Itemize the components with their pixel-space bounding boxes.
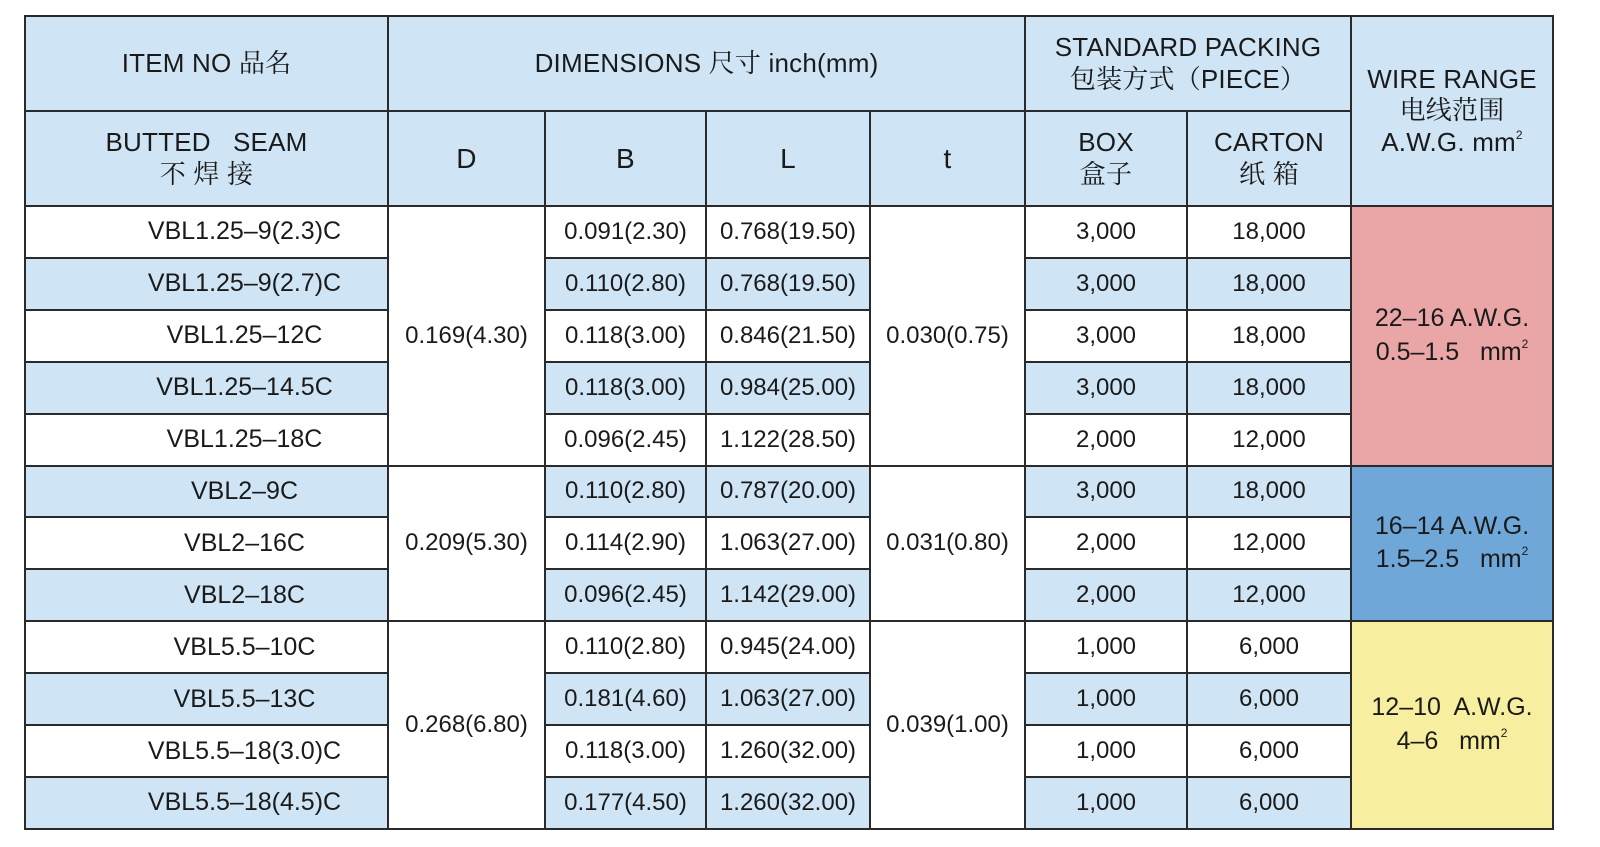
dim-l-cell: 1.142(29.00) — [706, 569, 870, 621]
item-no-cell: VBL1.25–12C — [25, 310, 388, 362]
dim-b-cell: 0.096(2.45) — [545, 569, 706, 621]
table-row — [25, 362, 1553, 414]
carton-qty-cell: 18,000 — [1187, 206, 1351, 258]
carton-qty-cell: 12,000 — [1187, 517, 1351, 569]
wire-range-cell: 16–14 A.W.G. 1.5–2.5 $mm^2$ — [1351, 466, 1553, 622]
dim-d-cell: 0.268(6.80) — [388, 621, 545, 829]
table-row — [25, 777, 1553, 829]
carton-qty-cell: 6,000 — [1187, 621, 1351, 673]
item-no-cell: VBL1.25–14.5C — [25, 362, 388, 414]
table-row — [25, 725, 1553, 777]
table-row — [25, 206, 1553, 258]
dim-b-cell: 0.091(2.30) — [545, 206, 706, 258]
header-wire-range: WIRE RANGE 电线范围 A.W.G. $mm^2$ — [1351, 16, 1553, 206]
dim-b-cell: 0.118(3.00) — [545, 725, 706, 777]
header-dimensions: DIMENSIONS 尺寸 inch(mm) — [388, 16, 1025, 111]
header-carton: CARTON 纸 箱 — [1187, 111, 1351, 206]
dim-l-cell: 1.122(28.50) — [706, 414, 870, 466]
header-standard-packing: STANDARD PACKING 包装方式（PIECE） — [1025, 16, 1351, 111]
carton-qty-cell: 6,000 — [1187, 673, 1351, 725]
dim-l-cell: 0.787(20.00) — [706, 466, 870, 518]
header-col-l: L — [706, 111, 870, 206]
carton-qty-cell: 12,000 — [1187, 414, 1351, 466]
item-no-cell: VBL1.25–9(2.7)C — [25, 258, 388, 310]
carton-qty-cell: 18,000 — [1187, 466, 1351, 518]
table-row — [25, 466, 1553, 518]
dim-l-cell: 0.945(24.00) — [706, 621, 870, 673]
header-col-b: B — [545, 111, 706, 206]
dim-l-cell: 0.768(19.50) — [706, 258, 870, 310]
header-col-t: t — [870, 111, 1025, 206]
table-row — [25, 569, 1553, 621]
header-item-no: ITEM NO 品名 — [25, 16, 388, 111]
box-qty-cell: 1,000 — [1025, 725, 1187, 777]
carton-qty-cell: 18,000 — [1187, 310, 1351, 362]
item-no-cell: VBL2–9C — [25, 466, 388, 518]
dim-b-cell: 0.114(2.90) — [545, 517, 706, 569]
item-no-cell: VBL1.25–9(2.3)C — [25, 206, 388, 258]
table-row — [25, 517, 1553, 569]
terminal-spec-table — [24, 15, 1554, 830]
dim-d-cell: 0.169(4.30) — [388, 206, 545, 466]
item-no-cell: VBL5.5–18(4.5)C — [25, 777, 388, 829]
dim-l-cell: 0.846(21.50) — [706, 310, 870, 362]
carton-qty-cell: 18,000 — [1187, 258, 1351, 310]
item-no-cell: VBL5.5–18(3.0)C — [25, 725, 388, 777]
dim-b-cell: 0.118(3.00) — [545, 310, 706, 362]
header-box: BOX 盒子 — [1025, 111, 1187, 206]
dim-l-cell: 1.260(32.00) — [706, 777, 870, 829]
dim-b-cell: 0.110(2.80) — [545, 466, 706, 518]
dim-d-cell: 0.209(5.30) — [388, 466, 545, 622]
dim-t-cell: 0.039(1.00) — [870, 621, 1025, 829]
box-qty-cell: 2,000 — [1025, 569, 1187, 621]
box-qty-cell: 1,000 — [1025, 777, 1187, 829]
box-qty-cell: 3,000 — [1025, 362, 1187, 414]
wire-range-cell: 22–16 A.W.G. 0.5–1.5 $mm^2$ — [1351, 206, 1553, 466]
box-qty-cell: 1,000 — [1025, 621, 1187, 673]
dim-b-cell: 0.110(2.80) — [545, 258, 706, 310]
header-butted-seam: BUTTED SEAM 不 焊 接 — [25, 111, 388, 206]
box-qty-cell: 3,000 — [1025, 466, 1187, 518]
item-no-cell: VBL5.5–10C — [25, 621, 388, 673]
dim-l-cell: 0.768(19.50) — [706, 206, 870, 258]
box-qty-cell: 2,000 — [1025, 517, 1187, 569]
dim-b-cell: 0.177(4.50) — [545, 777, 706, 829]
item-no-cell: VBL1.25–18C — [25, 414, 388, 466]
carton-qty-cell: 12,000 — [1187, 569, 1351, 621]
item-no-cell: VBL2–18C — [25, 569, 388, 621]
carton-qty-cell: 6,000 — [1187, 777, 1351, 829]
header-col-d: D — [388, 111, 545, 206]
dim-l-cell: 1.063(27.00) — [706, 673, 870, 725]
carton-qty-cell: 6,000 — [1187, 725, 1351, 777]
carton-qty-cell: 18,000 — [1187, 362, 1351, 414]
dim-l-cell: 0.984(25.00) — [706, 362, 870, 414]
table-row — [25, 621, 1553, 673]
box-qty-cell: 3,000 — [1025, 258, 1187, 310]
table-row — [25, 310, 1553, 362]
table-row — [25, 258, 1553, 310]
dim-b-cell: 0.181(4.60) — [545, 673, 706, 725]
dim-b-cell: 0.096(2.45) — [545, 414, 706, 466]
item-no-cell: VBL2–16C — [25, 517, 388, 569]
box-qty-cell: 3,000 — [1025, 206, 1187, 258]
dim-b-cell: 0.110(2.80) — [545, 621, 706, 673]
box-qty-cell: 1,000 — [1025, 673, 1187, 725]
dim-l-cell: 1.260(32.00) — [706, 725, 870, 777]
item-no-cell: VBL5.5–13C — [25, 673, 388, 725]
dim-t-cell: 0.030(0.75) — [870, 206, 1025, 466]
table-row — [25, 673, 1553, 725]
dim-l-cell: 1.063(27.00) — [706, 517, 870, 569]
box-qty-cell: 3,000 — [1025, 310, 1187, 362]
dim-t-cell: 0.031(0.80) — [870, 466, 1025, 622]
dim-b-cell: 0.118(3.00) — [545, 362, 706, 414]
wire-range-cell: 12–10 A.W.G. 4–6 $mm^2$ — [1351, 621, 1553, 829]
box-qty-cell: 2,000 — [1025, 414, 1187, 466]
table-row — [25, 414, 1553, 466]
